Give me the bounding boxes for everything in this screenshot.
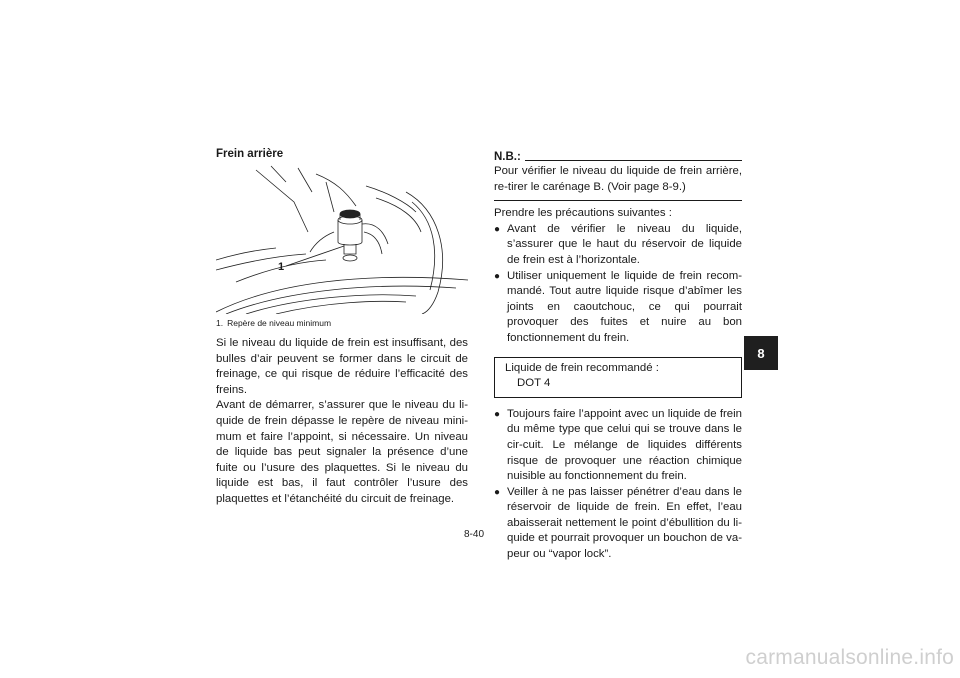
list-item: [494, 222, 742, 269]
brake-reservoir-figure: [216, 162, 468, 314]
list-item: [494, 407, 742, 485]
watermark: carmanualsonline.info: [745, 646, 954, 669]
list-item-text: Utiliser uniquement le liquide de frein recom-mandé. Tout autre liquide risque d’abîmer les joints en caoutchouc, ce qui pourrait provoquer des fuites et nuire au bon fonctionnement du frein.: [507, 269, 742, 344]
note-header: [494, 148, 742, 164]
callout-number: 1: [278, 261, 285, 273]
list-item: [494, 269, 742, 347]
note-text: Pour vérifier le niveau du liquide de frein arrière, re-tirer le carénage B. (Voir page 8-9.): [494, 164, 742, 201]
paragraph-bubbles: Si le niveau du liquide de frein est insuffisant, des bulles d’air peuvent se former dans le circuit de freinage, ce qui risque de réduire l’efficacité des freins.: [216, 337, 468, 396]
right-column: [494, 148, 742, 563]
recommended-fluid-box: [494, 357, 742, 398]
bullet-icon: ●: [494, 486, 501, 498]
section-title: Frein arrière: [216, 148, 284, 160]
list-item: [494, 485, 742, 563]
box-label: Liquide de frein recommandé :: [505, 361, 659, 374]
paragraph-check-level: Avant de démarrer, s’assurer que le niveau du li-quide de frein dépasse le repère de niveau mini-mum et faire l’appoint, si nécessaire. Un niveau de liquide bas peut signaler la présence d’une fuite ou l’usure des plaquettes. Si le niveau du liquide est bas, il faut contrôler l’usure des plaquettes et l’étanchéité du circuit de freinage.: [216, 399, 468, 505]
bullet-icon: ●: [494, 408, 501, 420]
caption-number: 1.: [216, 318, 224, 328]
figure-caption: [216, 318, 468, 328]
precautions-intro: Prendre les précautions suivantes :: [494, 207, 672, 220]
list-item-text: Toujours faire l’appoint avec un liquide de frein du même type que celui qui se trouve dans le cir-cuit. Le mélange de liquides différents risque de provoquer une réaction chimique nuisible au fonctionnement du frein.: [507, 407, 742, 483]
chapter-tab: 8: [744, 336, 778, 370]
list-item-text: Veiller à ne pas laisser pénétrer d’eau dans le réservoir de liquide de frein. En effet, l’eau abaisserait nettement le point d’ébullition du li-quide et pourrait provoquer un bouchon de va-peur ou “vapor lock”.: [507, 485, 742, 561]
note-rule: [525, 160, 742, 161]
precautions-list-a: [494, 222, 742, 347]
precautions-list-b: [494, 407, 742, 563]
bullet-icon: ●: [494, 270, 501, 282]
bullet-icon: ●: [494, 223, 501, 235]
box-value: DOT 4: [517, 377, 551, 390]
caption-text: Repère de niveau minimum: [227, 318, 332, 328]
note-label: N.B.:: [494, 151, 521, 163]
page-number: 8-40: [464, 529, 485, 540]
left-column: [216, 148, 468, 508]
brake-reservoir-illustration: [216, 162, 468, 314]
list-item-text: Avant de vérifier le niveau du liquide, s’assurer que le haut du réservoir de liquide de frein est à l’horizontale.: [507, 222, 742, 266]
